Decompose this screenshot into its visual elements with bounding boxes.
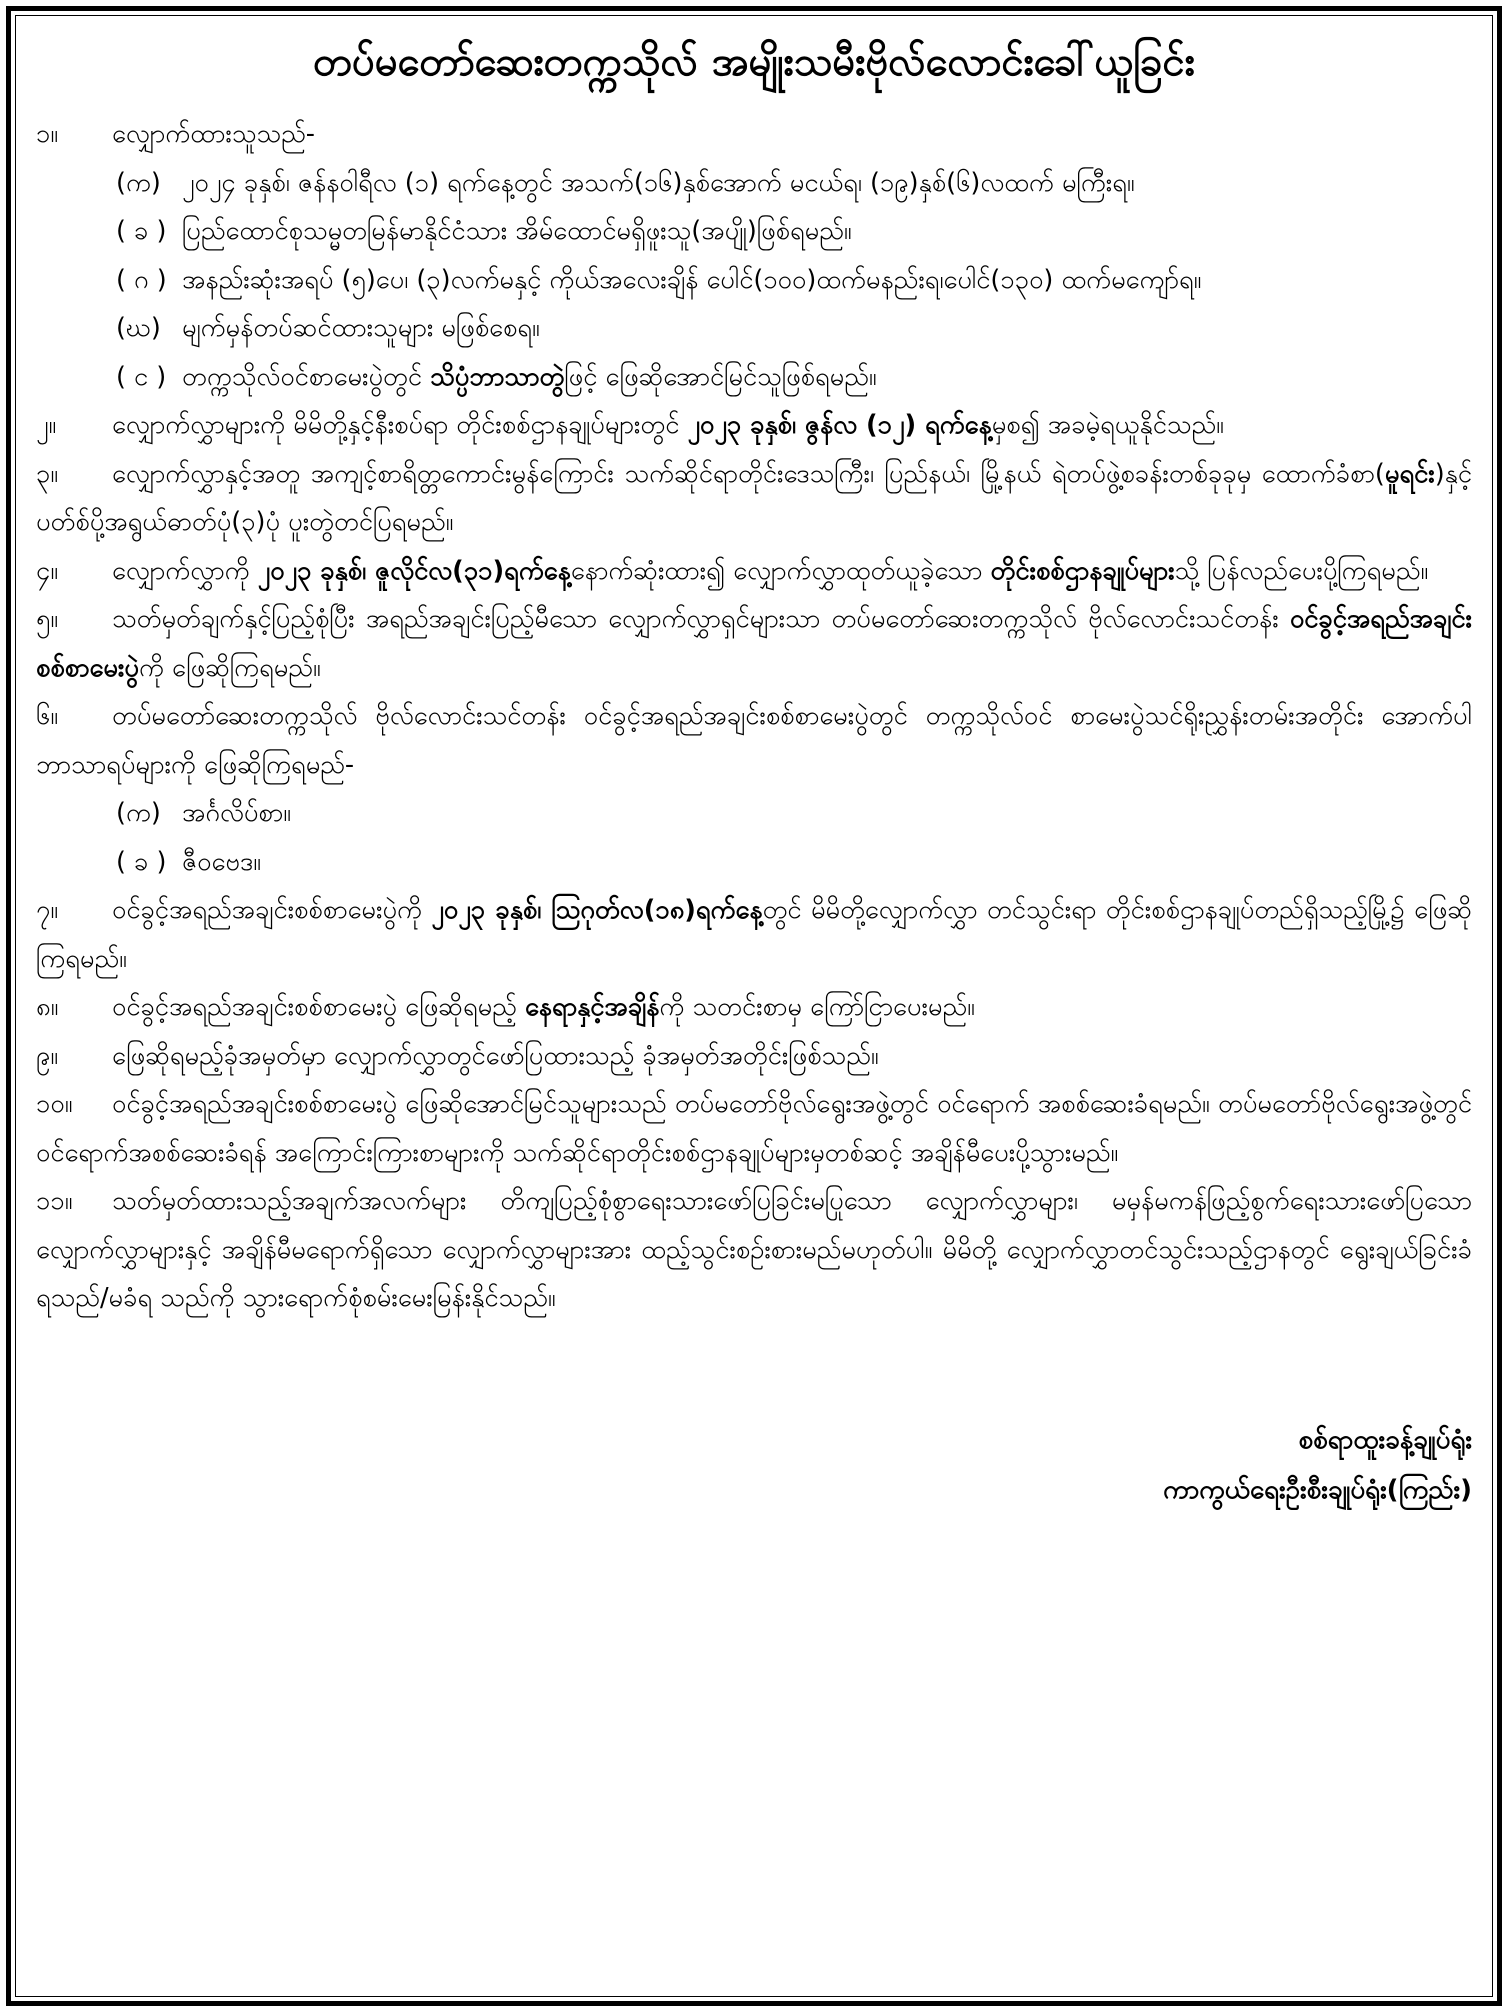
notice-body <box>36 110 1472 1323</box>
text-segment: သို့ ပြန်လည်ပေးပို့ကြရမည်။ <box>1174 555 1429 586</box>
paragraph-number: ၂။ <box>36 410 57 440</box>
text-segment: သတ်မှတ်ထားသည့်အချက်အလက်များ တိကျပြည့်စုံစွာရေးသားဖော်ပြခြင်းမပြုသော လျှောက်လွှာများ၊ မမှန်မကန်ဖြည့်စွက်ရေးသားဖော်ပြသောလျှောက်လွှာများနှင့် အချိန်မီမရောက်ရှိသော လျှောက်လွှာများအား ထည့်သွင်းစဉ်းစားမည်မဟုတ်ပါ။ မိမိတို့ လျှောက်လွှာတင်သွင်းသည့်ဌာနတွင် ရွေးချယ်ခြင်းခံရသည်/မခံရ သည်ကို သွားရောက်စုံစမ်းမေးမြန်းနိုင်သည်။ <box>36 1186 1472 1313</box>
text-segment: )နှင့် ပတ်စ်ပို့အရွယ်ဓာတ်ပုံ(၃)ပုံ ပူးတွဲတင်ပြရမည်။ <box>36 458 1472 537</box>
text-segment: တက္ကသိုလ်ဝင်စာမေးပွဲတွင် <box>182 361 431 392</box>
paragraph-number: ၇။ <box>36 895 59 925</box>
bold-text-segment: ဝင်ခွင့်အရည်အချင်းစစ်စာမေးပွဲ <box>36 604 1472 683</box>
text-segment: ဝင်ခွင့်အရည်အချင်းစစ်စာမေးပွဲကို <box>112 895 432 925</box>
bold-text-segment: နေရာနှင့်အချိန် <box>524 992 660 1022</box>
numbered-paragraph <box>36 886 1472 983</box>
numbered-paragraph <box>36 547 1472 596</box>
text-segment: တပ်မတော်ဆေးတက္ကသိုလ် ဗိုလ်လောင်းသင်တန်း ဝင်ခွင့်အရည်အချင်းစစ်စာမေးပွဲတွင် တက္ကသိုလ်ဝင် စာမေးပွဲသင်ရိုးညွှန်းတမ်းအတိုင်း အောက်ပါဘာသာရပ်များကို ဖြေဆိုကြရမည်- <box>36 701 1472 780</box>
text-segment: ကို ဖြေဆိုကြရမည်။ <box>138 652 321 683</box>
paragraph-number: ( ဂ ) <box>116 264 167 295</box>
sub-clause <box>36 207 1472 256</box>
paragraph-number: ၁၁။ <box>36 1186 73 1216</box>
text-segment: ဖြင့် ဖြေဆိုအောင်မြင်သူဖြစ်ရမည်။ <box>564 361 877 392</box>
text-segment: ဇီဝဗေဒ။ <box>182 846 261 877</box>
numbered-paragraph <box>36 110 1472 159</box>
paragraph-number: (က) <box>116 167 161 198</box>
sub-clause <box>36 353 1472 402</box>
paragraph-number: ၃။ <box>36 458 59 489</box>
text-segment: လျှောက်လွှာကို <box>112 555 258 586</box>
text-segment: လျှောက်လွှာများကို မိမိတို့နှင့်နီးစပ်ရာ တိုင်းစစ်ဌာနချုပ်များတွင် <box>112 410 688 440</box>
numbered-paragraph <box>36 1080 1472 1177</box>
paragraph-number: ၄။ <box>36 555 59 586</box>
paragraph-number: ( ခ ) <box>116 846 167 877</box>
text-segment: ကို သတင်းစာမှ ကြော်ငြာပေးမည်။ <box>659 992 975 1022</box>
numbered-paragraph <box>36 983 1472 1032</box>
paragraph-number: ၆။ <box>36 701 59 731</box>
numbered-paragraph <box>36 595 1472 692</box>
paragraph-number: ၅။ <box>36 604 59 634</box>
bold-text-segment: သိပ္ပံဘာသာတွဲ <box>430 361 565 392</box>
bold-text-segment: ၂၀၂၃ ခုနှစ်၊ ဇူလိုင်လ(၃၁)ရက်နေ့ <box>257 555 571 586</box>
notice-inner-frame <box>15 15 1493 1997</box>
text-segment: ဝင်ခွင့်အရည်အချင်းစစ်စာမေးပွဲ ဖြေဆိုအောင်မြင်သူများသည် တပ်မတော်ဗိုလ်ရွေးအဖွဲ့တွင် ဝင်ရောက် အစစ်ဆေးခံရမည်။ တပ်မတော်ဗိုလ်ရွေးအဖွဲ့တွင် ဝင်ရောက်အစစ်ဆေးခံရန် အကြောင်းကြားစာများကို သက်ဆိုင်ရာတိုင်းစစ်ဌာနချုပ်များမှတစ်ဆင့် အချိန်မီပေးပို့သွားမည်။ <box>36 1089 1472 1168</box>
text-segment: ပြည်ထောင်စုသမ္မတမြန်မာနိုင်ငံသား အိမ်ထောင်မရှိဖူးသူ(အပျို)ဖြစ်ရမည်။ <box>182 216 852 246</box>
text-segment: မှစ၍ အခမဲ့ရယူနိုင်သည်။ <box>991 410 1224 440</box>
sub-clause <box>36 789 1472 838</box>
notice-title: တပ်မတော်ဆေးတက္ကသိုလ် အမျိုးသမီးဗိုလ်လောင်းခေါ်ယူခြင်း <box>313 39 1195 85</box>
paragraph-number: ( င ) <box>116 361 167 392</box>
notice-outer-frame <box>6 6 1502 2006</box>
text-segment: ဖြေဆိုရမည့်ခုံအမှတ်မှာ လျှောက်လွှာတွင်ဖော်ပြထားသည့် ခုံအမှတ်အတိုင်းဖြစ်သည်။ <box>112 1040 879 1071</box>
numbered-paragraph <box>36 1032 1472 1081</box>
text-segment: လျှောက်လွှာနှင့်အတူ အကျင့်စာရိတ္တကောင်းမွန်ကြောင်း သက်ဆိုင်ရာတိုင်းဒေသကြီး၊ ပြည်နယ်၊ မြို့နယ် ရဲတပ်ဖွဲ့စခန်းတစ်ခုခုမှ ထောက်ခံစာ( <box>112 458 1385 489</box>
signature-office-line1: စစ်ရာထူးခန့်ချုပ်ရုံး <box>1298 1424 1472 1455</box>
numbered-paragraph <box>36 401 1472 450</box>
paragraph-number: ( ခ ) <box>116 216 167 246</box>
text-segment: နောက်ဆုံးထား၍ လျှောက်လွှာထုတ်ယူခဲ့သော <box>570 555 991 586</box>
numbered-paragraph <box>36 1177 1472 1323</box>
text-segment: အနည်းဆုံးအရပ် (၅)ပေ၊ (၃)လက်မနှင့် ကိုယ်အလေးချိန် ပေါင်(၁၀၀)ထက်မနည်းရ၊ပေါင်(၁၃၀) ထက်မကျော်ရ။ <box>182 264 1202 295</box>
paragraph-number: ၉။ <box>36 1040 59 1071</box>
bold-text-segment: ၂၀၂၃ ခုနှစ်၊ ဇွန်လ (၁၂) ရက်နေ့ <box>687 410 992 440</box>
text-segment: မျက်မှန်တပ်ဆင်ထားသူများ မဖြစ်စေရ။ <box>182 313 540 343</box>
paragraph-number: (ဃ) <box>116 313 161 343</box>
numbered-paragraph <box>36 450 1472 547</box>
paragraph-number: ၈။ <box>36 992 59 1022</box>
bold-text-segment: ၂၀၂၃ ခုနှစ်၊ ဩဂုတ်လ(၁၈)ရက်နေ့ <box>431 895 763 925</box>
text-segment: သတ်မှတ်ချက်နှင့်ပြည့်စုံပြီး အရည်အချင်းပြည့်မီသော လျှောက်လွှာရှင်များသာ တပ်မတော်ဆေးတက္ကသိုလ် ဗိုလ်လောင်းသင်တန်း <box>112 604 1290 634</box>
sub-clause <box>36 159 1472 208</box>
numbered-paragraph <box>36 692 1472 789</box>
signature-block <box>36 1415 1472 1515</box>
text-segment: ဝင်ခွင့်အရည်အချင်းစစ်စာမေးပွဲ ဖြေဆိုရမည့် <box>112 992 525 1022</box>
paragraph-number: ၁။ <box>36 119 59 149</box>
sub-clause <box>36 256 1472 305</box>
text-segment: အင်္ဂလိပ်စာ။ <box>182 798 291 828</box>
signature-office-line2: ကာကွယ်ရေးဦးစီးချုပ်ရုံး(ကြည်း) <box>1163 1474 1472 1505</box>
paragraph-number: (က) <box>116 798 161 828</box>
text-segment: တွင် မိမိတို့လျှောက်လွှာ တင်သွင်းရာ တိုင်းစစ်ဌာနချုပ်တည်ရှိသည့်မြို့၌ ဖြေဆိုကြရမည်။ <box>36 895 1472 974</box>
text-segment: ၂၀၂၄ ခုနှစ်၊ ဇန်နဝါရီလ (၁) ရက်နေ့တွင် အသက်(၁၆)နှစ်အောက် မငယ်ရ၊ (၁၉)နှစ်(၆)လထက် မကြီးရ။ <box>182 167 1135 198</box>
sub-clause <box>36 304 1472 353</box>
bold-text-segment: တိုင်းစစ်ဌာနချုပ်များ <box>990 555 1175 586</box>
bold-text-segment: မူရင်း <box>1384 458 1435 489</box>
paragraph-number: ၁၀။ <box>36 1089 73 1119</box>
sub-clause <box>36 838 1472 887</box>
text-segment: လျှောက်ထားသူသည်- <box>112 119 315 149</box>
